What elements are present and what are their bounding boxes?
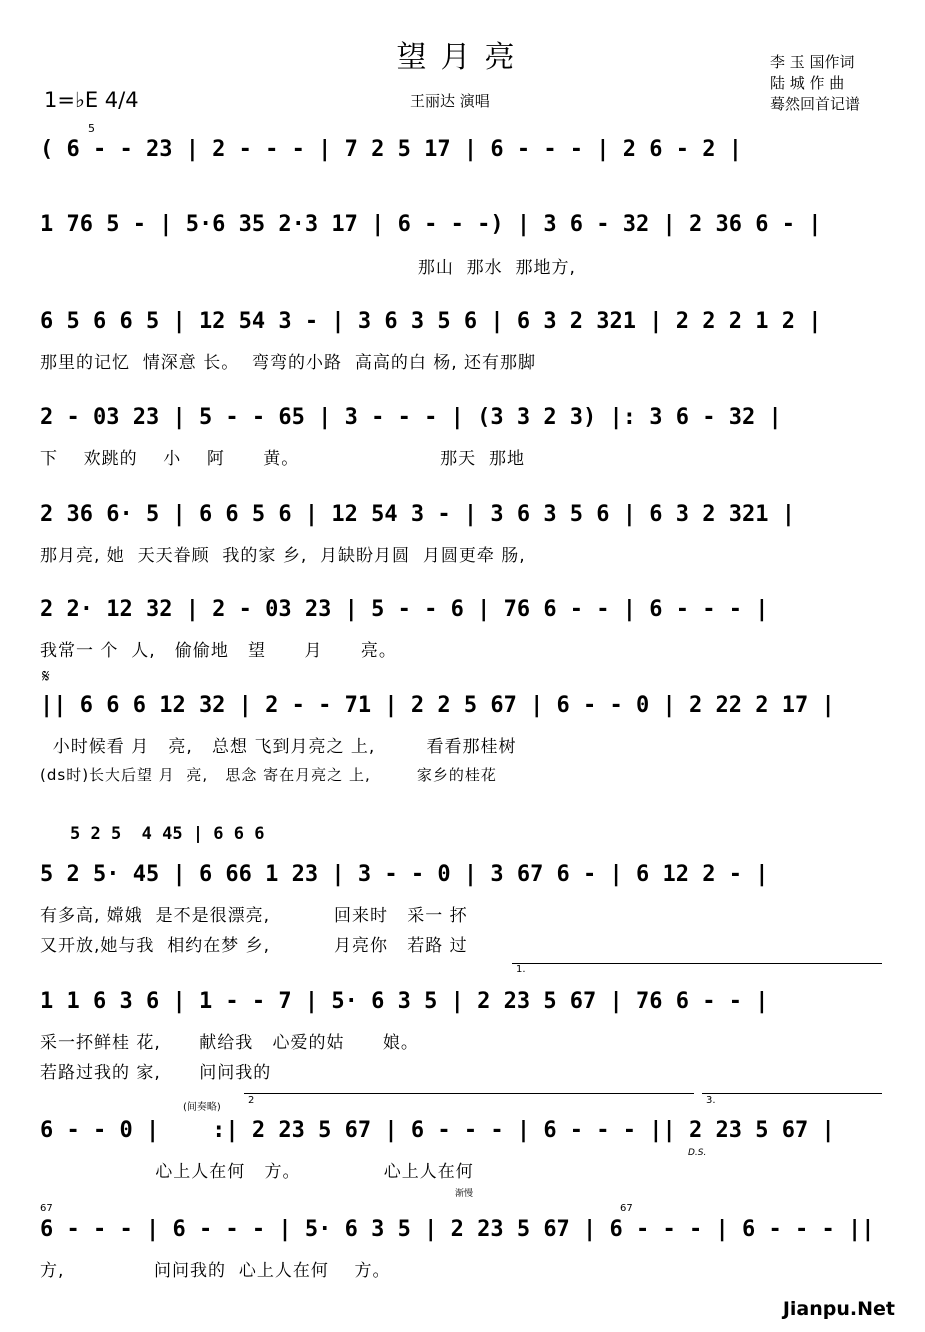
site-watermark: Jianpu.Net bbox=[782, 1298, 895, 1320]
page-title: 望月亮 bbox=[396, 40, 529, 75]
interlude-note: (间奏略) bbox=[183, 1102, 221, 1113]
composer-credit: 陆 城 作 曲 bbox=[770, 74, 845, 92]
lyrics-line-8-verse-1: 有多高, 嫦娥 是不是很漂亮, 回来时 采一 抔 bbox=[40, 906, 468, 926]
notes-line-8: 5 2 5· 45 | 6 66 1 23 | 3 - - 0 | 3 67 6 - | 6 12 2 - | bbox=[40, 862, 769, 887]
notes-line-7: || 6 6 6 12 32 | 2 - - 71 | 2 2 5 67 | 6 - - 0 | 2 22 2 17 | bbox=[40, 693, 835, 718]
score-line-6 bbox=[40, 590, 885, 661]
ending-2-bracket bbox=[244, 1093, 694, 1094]
ritardando-mark: 渐慢 bbox=[455, 1189, 474, 1199]
lyrics-line-10: 心上人在何 方。 心上人在何 bbox=[40, 1162, 474, 1182]
lyrics-line-6: 我常一 个 人, 偷偷地 望 月 亮。 bbox=[40, 641, 397, 661]
score-line-5 bbox=[40, 495, 885, 566]
lyrics-line-8-verse-2: 又开放,她与我 相约在梦 乡, 月亮你 若路 过 bbox=[40, 936, 468, 956]
lyrics-line-2: 那山 那水 那地方, bbox=[40, 258, 576, 278]
lyricist-credit: 李 玉 国作词 bbox=[770, 53, 855, 71]
ending-1-bracket bbox=[512, 963, 882, 964]
credits-block bbox=[770, 52, 860, 115]
lyrics-line-9-verse-2: 若路过我的 家, 问问我的 bbox=[40, 1063, 272, 1083]
lyrics-line-7-verse-1: 小时候看 月 亮, 总想 飞到月亮之 上, 看看那桂树 bbox=[40, 737, 517, 757]
lyrics-line-7-verse-2: (ds时)长大后望 月 亮, 思念 寄在月亮之 上, 家乡的桂花 bbox=[40, 766, 497, 784]
notes-line-11: 6 - - - | 6 - - - | 5· 6 3 5 | 2 23 5 67 | 6 - - - | 6 - - - || bbox=[40, 1217, 875, 1242]
score-line-7 bbox=[40, 686, 885, 786]
transcriber-credit: 蓦然回首记谱 bbox=[770, 95, 861, 113]
score-line-4 bbox=[40, 398, 885, 469]
score-line-8 bbox=[40, 855, 885, 955]
score-line-1 bbox=[40, 122, 885, 192]
key-signature: 1=♭E 4/4 bbox=[44, 88, 139, 112]
lyrics-line-4: 下 欢跳的 小 阿 黄。 那天 那地 bbox=[40, 449, 525, 469]
score-line-2 bbox=[40, 205, 885, 278]
score-line-3 bbox=[40, 302, 885, 373]
score-line-9 bbox=[40, 982, 885, 1082]
lyrics-line-9-verse-1: 采一抔鲜桂 花, 献给我 心爱的姑 娘。 bbox=[40, 1033, 419, 1053]
score-line-11 bbox=[40, 1210, 885, 1281]
alt-melody-line: 5 2 5 4 45 | 6 6 6 bbox=[70, 824, 265, 844]
ending-1-label: 1. bbox=[516, 964, 526, 975]
score-line-10 bbox=[40, 1111, 885, 1182]
grace-note-end: 67 bbox=[620, 1203, 633, 1214]
ending-3-label: 3. bbox=[706, 1095, 716, 1106]
notes-line-6: 2 2· 12 32 | 2 - 03 23 | 5 - - 6 | 76 6 - - | 6 - - - | bbox=[40, 597, 769, 622]
singer-credit: 王丽达 演唱 bbox=[410, 92, 490, 110]
notes-line-2: 1 76 5 - | 5·6 35 2·3 17 | 6 - - -) | 3 6 - 32 | 2 36 6 - | bbox=[40, 212, 822, 237]
notes-line-3: 6 5 6 6 5 | 12 54 3 - | 3 6 3 5 6 | 6 3 2 321 | 2 2 2 1 2 | bbox=[40, 309, 822, 334]
ending-3-bracket bbox=[702, 1093, 882, 1094]
lyrics-line-3: 那里的记忆 情深意 长。 弯弯的小路 高高的白 杨, 还有那脚 bbox=[40, 353, 537, 373]
notes-line-1: ( 6 - - 23 | 2 - - - | 7 2 5 17 | 6 - - - | 2 6 - 2 | bbox=[40, 137, 742, 162]
segno-sign: 𝄋 bbox=[42, 666, 50, 687]
grace-note: 5 bbox=[88, 122, 95, 135]
notes-line-10: 6 - - 0 | :| 2 23 5 67 | 6 - - - | 6 - - - || 2 23 5 67 | bbox=[40, 1118, 835, 1143]
notes-line-4: 2 - 03 23 | 5 - - 65 | 3 - - - | (3 3 2 3) |: 3 6 - 32 | bbox=[40, 405, 782, 430]
lyrics-line-11: 方, 问问我的 心上人在何 方。 bbox=[40, 1261, 391, 1281]
notes-line-9: 1 1 6 3 6 | 1 - - 7 | 5· 6 3 5 | 2 23 5 67 | 76 6 - - | bbox=[40, 989, 769, 1014]
lyrics-line-5: 那月亮, 她 天天眷顾 我的家 乡, 月缺盼月圆 月圆更牵 肠, bbox=[40, 546, 526, 566]
notes-line-5: 2 36 6· 5 | 6 6 5 6 | 12 54 3 - | 3 6 3 5 6 | 6 3 2 321 | bbox=[40, 502, 795, 527]
grace-note-start: 67 bbox=[40, 1203, 53, 1214]
ending-2-label: 2 bbox=[248, 1095, 255, 1106]
ds-mark: D.S. bbox=[688, 1148, 707, 1158]
